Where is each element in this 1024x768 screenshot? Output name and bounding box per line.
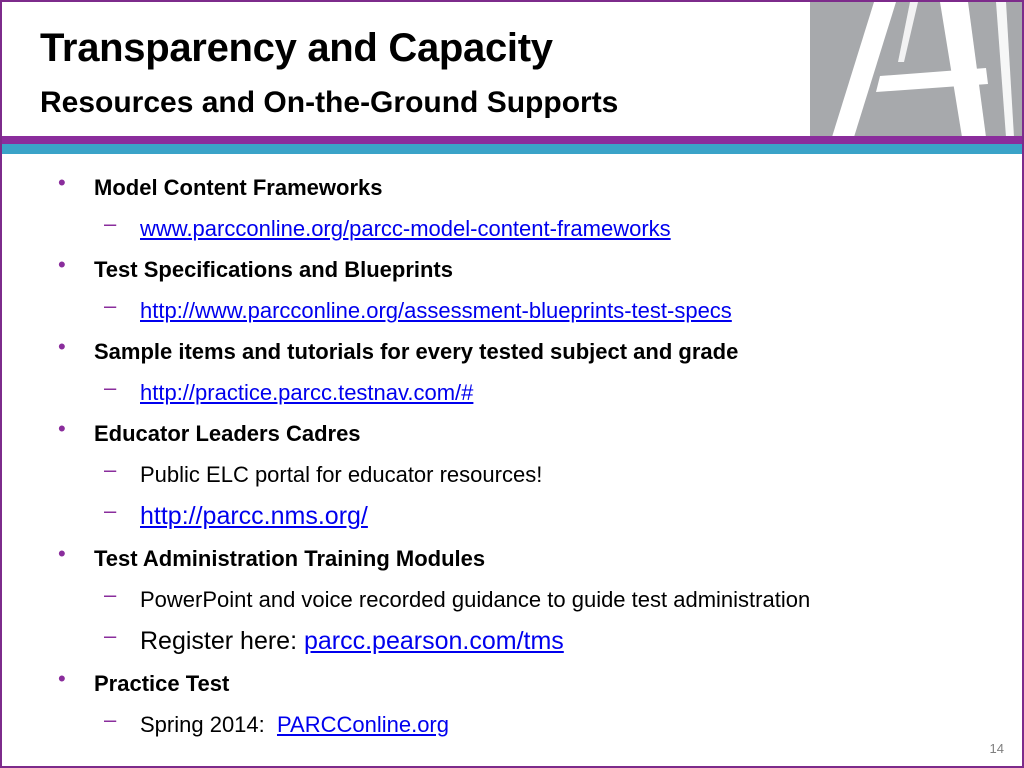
dash-icon: – xyxy=(104,211,117,236)
dash-icon: – xyxy=(104,457,117,482)
bullet-icon: • xyxy=(58,416,66,441)
dash-icon: – xyxy=(104,375,117,400)
sub-item-text: Public ELC portal for educator resources! xyxy=(140,462,543,487)
parcc-logo-icon xyxy=(810,2,1024,137)
bullet-icon: • xyxy=(58,541,66,566)
bullet-list xyxy=(58,170,1002,748)
list-item xyxy=(58,170,1002,211)
header-rule-purple xyxy=(2,136,1022,144)
practice-testnav-link[interactable]: http://practice.parcc.testnav.com/# xyxy=(140,380,474,405)
bullet-icon: • xyxy=(58,252,66,277)
list-item xyxy=(58,666,1002,707)
sub-item xyxy=(58,623,1002,666)
list-item-label: Test Specifications and Blueprints xyxy=(94,257,453,282)
header-rule-blue xyxy=(2,144,1022,154)
dash-icon: – xyxy=(104,293,117,318)
sub-item xyxy=(58,375,1002,416)
slide-subtitle: Resources and On-the-Ground Supports xyxy=(40,86,619,119)
parcc-nms-link[interactable]: http://parcc.nms.org/ xyxy=(140,502,368,530)
slide-title: Transparency and Capacity xyxy=(40,26,553,70)
sub-item xyxy=(58,707,1002,748)
list-item-label: Practice Test xyxy=(94,671,230,696)
pearson-tms-link[interactable]: parcc.pearson.com/tms xyxy=(303,627,564,655)
list-item-label: Model Content Frameworks xyxy=(94,175,383,200)
sub-item xyxy=(58,498,1002,541)
dash-icon: – xyxy=(104,707,117,732)
sub-item xyxy=(58,457,1002,498)
sub-item-text: PowerPoint and voice recorded guidance to guide test administration xyxy=(140,587,811,612)
parcconline-link[interactable]: PARCConline.org xyxy=(276,712,449,737)
list-item xyxy=(58,334,1002,375)
list-item-label: Sample items and tutorials for every tested subject and grade xyxy=(94,339,739,364)
dash-icon: – xyxy=(104,582,117,607)
sub-item xyxy=(58,211,1002,252)
list-item xyxy=(58,252,1002,293)
bullet-icon: • xyxy=(58,170,66,195)
sub-item-prefix: Spring 2014: xyxy=(140,712,277,737)
model-content-frameworks-link[interactable]: www.parcconline.org/parcc-model-content-frameworks xyxy=(140,216,671,241)
bullet-icon: • xyxy=(58,666,66,691)
sub-item xyxy=(58,293,1002,334)
bullet-icon: • xyxy=(58,334,66,359)
list-item xyxy=(58,416,1002,457)
sub-item xyxy=(58,582,1002,623)
list-item-label: Test Administration Training Modules xyxy=(94,546,486,571)
dash-icon: – xyxy=(104,498,117,523)
list-item-label: Educator Leaders Cadres xyxy=(94,421,361,446)
blueprints-link[interactable]: http://www.parcconline.org/assessment-blueprints-test-specs xyxy=(140,298,732,323)
list-item xyxy=(58,541,1002,582)
page-number: 14 xyxy=(989,741,1004,756)
dash-icon: – xyxy=(104,623,117,648)
sub-item-prefix: Register here: xyxy=(140,627,304,655)
